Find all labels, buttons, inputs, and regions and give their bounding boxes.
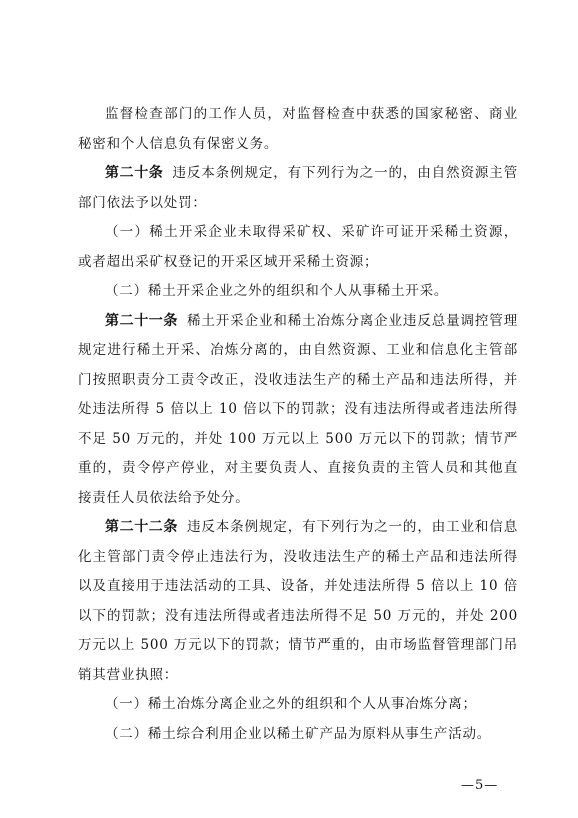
- paragraph-text: （一）稀土开采企业未取得采矿权、采矿许可证开采稀土资源，或者超出采矿权登记的开采区域开采稀土资源；: [78, 224, 518, 270]
- paragraph-article-20: [78, 159, 518, 218]
- paragraph-article-20-item-2: [78, 277, 518, 307]
- paragraph-confidentiality: [78, 100, 518, 159]
- paragraph-text: 监督检查部门的工作人员，对监督检查中获悉的国家秘密、商业秘密和个人信息负有保密义务。: [78, 106, 518, 152]
- paragraph-text: （二）稀土开采企业之外的组织和个人从事稀土开采。: [105, 283, 449, 299]
- paragraph-text: 稀土开采企业和稀土冶炼分离企业违反总量调控管理规定进行稀土开采、冶炼分离的，由自然资源、工业和信息化主管部门按照职责分工责令改正，没收违法生产的稀土产品和违法所得，并处违法所得 5 倍以上 10 倍以下的罚款；没有违法所得或者违法所得不足 50 万元的，并处 100 万元以上 500 万元以下的罚款；情节严重的，责令停产停业，对主要负责人、直接负责的主管人员和其他直接责任人员依法给予处分。: [78, 312, 518, 506]
- paragraph-article-21: [78, 307, 518, 514]
- paragraph-text: （二）稀土综合利用企业以稀土矿产品为原料从事生产活动。: [105, 725, 492, 742]
- paragraph-article-22-item-2: [78, 720, 518, 750]
- paragraph-article-22: [78, 513, 518, 690]
- paragraph-text: 违反本条例规定，有下列行为之一的，由自然资源主管部门依法予以处罚：: [78, 165, 519, 211]
- paragraph-text: （一）稀土冶炼分离企业之外的组织和个人从事冶炼分离；: [105, 696, 477, 712]
- document-body: [78, 100, 518, 749]
- article-heading: 第二十条: [105, 165, 164, 181]
- paragraph-text: 违反本条例规定，有下列行为之一的，由工业和信息化主管部门责令停止违法行为，没收违法生产的稀土产品和违法所得以及直接用于违法活动的工具、设备，并处违法所得 5 倍以上 10 倍以下的罚款；没有违法所得或者违法所得不足 50 万元的，并处 200 万元以上 500 万元以下的罚款；情节严重的，由市场监督管理部门吊销其营业执照：: [78, 519, 518, 683]
- article-heading: 第二十一条: [105, 312, 178, 329]
- page-number: —5—: [461, 778, 499, 793]
- paragraph-article-22-item-1: [78, 690, 518, 720]
- article-heading: 第二十二条: [105, 519, 178, 535]
- paragraph-article-20-item-1: [78, 218, 518, 277]
